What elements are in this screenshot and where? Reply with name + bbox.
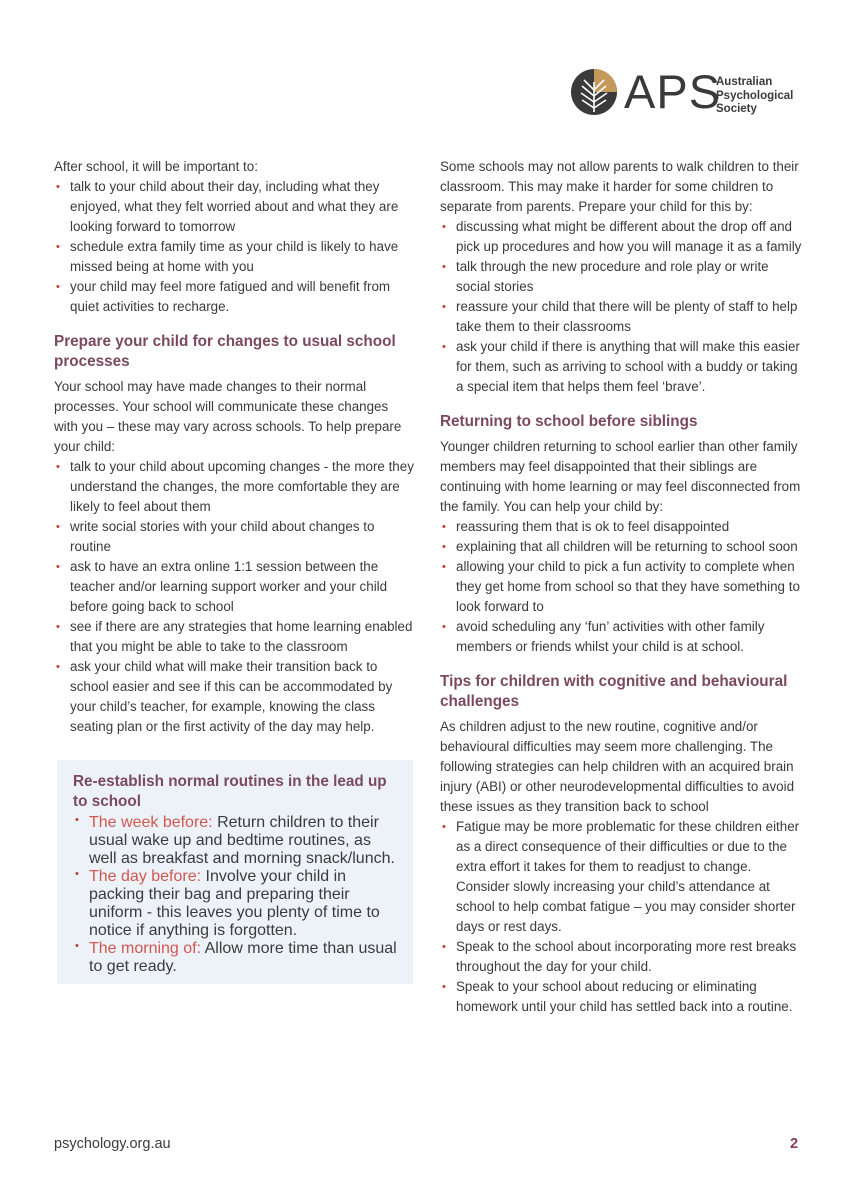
list-item: • Speak to the school about incorporating more rest breaks throughout the day for your child.	[440, 937, 802, 977]
list-item	[73, 814, 399, 868]
list-item: • talk through the new procedure and role play or write social stories	[440, 257, 802, 297]
list-item: • Fatigue may be more problematic for these children either as a direct consequence of their difficulties or due to the extra effort it takes for them to readjust to change. Consider slowly increasing your child’s attendance at school to help combat fatigue – you may consider shorter days or rest days.	[440, 817, 802, 937]
list-item: • schedule extra family time as your child is likely to have missed being at home with you	[54, 237, 414, 277]
siblings-list	[440, 517, 802, 657]
section-text-cognitive: As children adjust to the new routine, cognitive and/or behavioural difficulties may seem more challenging. The following strategies can help children with an acquired brain injury (ABI) or other neurodevelopmental difficulties to avoid these issues as they transition back to school	[440, 719, 795, 814]
callout-item-text: Return children to their usual wake up and bedtime routines, as well as breakfast and morning snack/lunch.	[89, 814, 395, 867]
callout-item-text: Involve your child in packing their bag and preparing their uniform - this leaves you plenty of time to notice if anything is forgotten.	[89, 868, 380, 939]
prepare-list	[54, 457, 414, 737]
list-item: • your child may feel more fatigued and will benefit from quiet activities to recharge.	[54, 277, 414, 317]
left-column	[54, 157, 414, 737]
cognitive-list	[440, 817, 802, 1017]
list-item: • reassuring them that is ok to feel disappointed	[440, 517, 802, 537]
routines-callout	[57, 760, 413, 984]
list-item: • ask to have an extra online 1:1 session between the teacher and/or learning support worker and your child before going back to school	[54, 557, 414, 617]
list-item: • write social stories with your child about changes to routine	[54, 517, 414, 557]
logo-name-line: Society	[716, 103, 757, 115]
footer-website-link[interactable]: psychology.org.au	[54, 1136, 171, 1152]
list-item: • reassure your child that there will be plenty of staff to help take them to their classrooms	[440, 297, 802, 337]
drop-off-intro: Some schools may not allow parents to walk children to their classroom. This may make it harder for some children to separate from parents. Prepare your child for this by:	[440, 159, 799, 214]
callout-item-label: The morning of:	[89, 940, 202, 957]
list-item: • ask your child if there is anything that will make this easier for them, such as arriving to school with a buddy or taking a special item that helps them feel ‘brave’.	[440, 337, 802, 397]
list-item: • ask your child what will make their transition back to school easier and see if this can be accommodated by your child’s teacher, for example, knowing the class seating plan or the first activity of the day may help.	[54, 657, 414, 737]
logo-name-line: Australian	[716, 76, 773, 88]
aps-logo	[570, 65, 810, 120]
callout-list	[73, 814, 399, 976]
after-school-intro: After school, it will be important to:	[54, 159, 258, 174]
page-number: 2	[790, 1136, 799, 1152]
drop-off-list	[440, 217, 802, 397]
section-text-prepare: Your school may have made changes to their normal processes. Your school will communicate these changes with you – these may vary across schools. To help prepare your child:	[54, 379, 402, 454]
list-item: • explaining that all children will be returning to school soon	[440, 537, 802, 557]
section-heading-prepare: Prepare your child for changes to usual school processes	[54, 333, 396, 370]
list-item: • see if there are any strategies that home learning enabled that you might be able to take to the classroom	[54, 617, 414, 657]
list-item: • talk to your child about their day, including what they enjoyed, what they felt worried about and what they are looking forward to tomorrow	[54, 177, 414, 237]
logo-acronym: APS	[624, 65, 722, 118]
list-item: • Speak to your school about reducing or eliminating homework until your child has settled back into a routine.	[440, 977, 802, 1017]
list-item	[73, 940, 399, 976]
list-item: • avoid scheduling any ‘fun’ activities with other family members or friends whilst your child is at school.	[440, 617, 802, 657]
callout-item-label: The day before:	[89, 868, 202, 885]
list-item: • discussing what might be different about the drop off and pick up procedures and how you will manage it as a family	[440, 217, 802, 257]
after-school-list	[54, 177, 414, 317]
aps-logo-mark-icon	[570, 68, 618, 116]
section-heading-siblings: Returning to school before siblings	[440, 413, 698, 430]
callout-heading: Re-establish normal routines in the lead up to school	[73, 773, 387, 810]
list-item	[73, 868, 399, 940]
logo-name-line: Psychological	[716, 89, 794, 102]
list-item: • talk to your child about upcoming changes - the more they understand the changes, the more comfortable they are likely to feel about them	[54, 457, 414, 517]
right-column	[440, 157, 802, 1017]
callout-item-text: Allow more time than usual to get ready.	[89, 940, 397, 975]
section-heading-cognitive: Tips for children with cognitive and behavioural challenges	[440, 673, 788, 710]
section-text-siblings: Younger children returning to school earlier than other family members may feel disappointed that their siblings are continuing with home learning or may feel disconnected from the family. You can help your child by:	[440, 439, 801, 514]
list-item: • allowing your child to pick a fun activity to complete when they get home from school so that they have something to look forward to	[440, 557, 802, 617]
callout-item-label: The week before:	[89, 814, 213, 831]
logo-name	[716, 76, 793, 117]
